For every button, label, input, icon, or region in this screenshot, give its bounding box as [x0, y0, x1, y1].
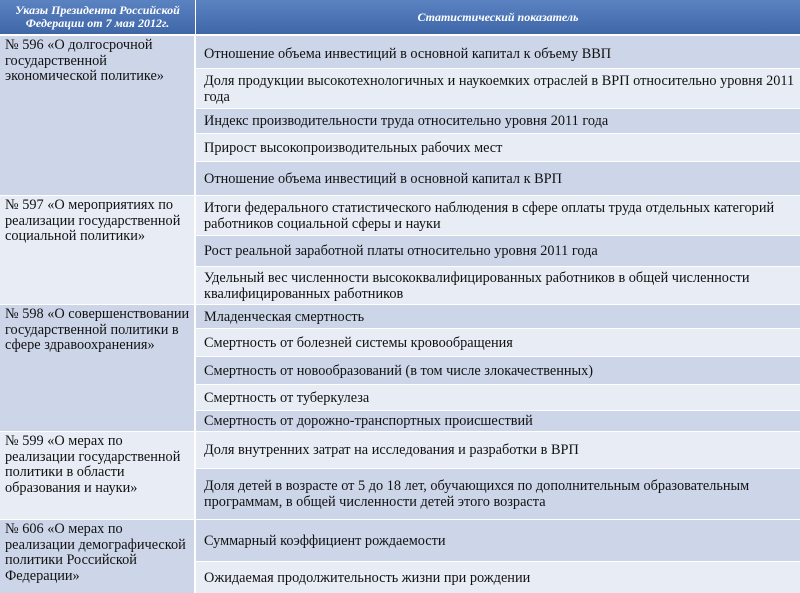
header-decrees: Указы Президента Российской Федерации от 7 мая 2012г.	[0, 0, 196, 34]
table-row: Доля продукции высокотехнологичных и наукоемких отраслей в ВРП относительно уровня 2011 года	[196, 69, 800, 109]
table-row: Смертность от болезней системы кровообращения	[196, 329, 800, 357]
table-row: Суммарный коэффициент рождаемости	[196, 520, 800, 562]
table-row: Младенческая смертность	[196, 305, 800, 329]
decree-596: № 596 «О долгосрочной государственной экономической политике»	[0, 36, 195, 196]
table-row: Доля детей в возрасте от 5 до 18 лет, обучающихся по дополнительным образовательным программам, в общей численности детей этого возраста	[196, 469, 800, 520]
table-row: Ожидаемая продолжительность жизни при рождении	[196, 562, 800, 593]
table-row: Смертность от новообразований (в том числе злокачественных)	[196, 357, 800, 385]
table-row: Отношение объема инвестиций в основной капитал к объему ВВП	[196, 36, 800, 69]
table-row: Доля внутренних затрат на исследования и разработки в ВРП	[196, 432, 800, 469]
decree-606: № 606 «О мерах по реализации демографической политики Российской Федерации»	[0, 520, 195, 593]
table-row: Смертность от туберкулеза	[196, 385, 800, 411]
table-header	[0, 0, 800, 36]
decree-599: № 599 «О мерах по реализации государственной политики в области образования и науки»	[0, 432, 195, 520]
table-row: Отношение объема инвестиций в основной капитал к ВРП	[196, 162, 800, 196]
decree-598: № 598 «О совершенствовании государственной политики в сфере здравоохранения»	[0, 305, 195, 432]
table-row: Прирост высокопроизводительных рабочих мест	[196, 134, 800, 162]
table-row: Смертность от дорожно-транспортных происшествий	[196, 411, 800, 432]
header-indicator: Статистический показатель	[417, 9, 579, 24]
table-row: Рост реальной заработной платы относительно уровня 2011 года	[196, 236, 800, 267]
decree-597: № 597 «О мероприятиях по реализации государственной социальной политики»	[0, 196, 195, 305]
table-row: Индекс производительности труда относительно уровня 2011 года	[196, 109, 800, 134]
table-row: Итоги федерального статистического наблюдения в сфере оплаты труда отдельных категорий работников социальной сферы и науки	[196, 196, 800, 236]
table-row: Удельный вес численности высококвалифицированных работников в общей численности квалифицированных работников	[196, 267, 800, 305]
